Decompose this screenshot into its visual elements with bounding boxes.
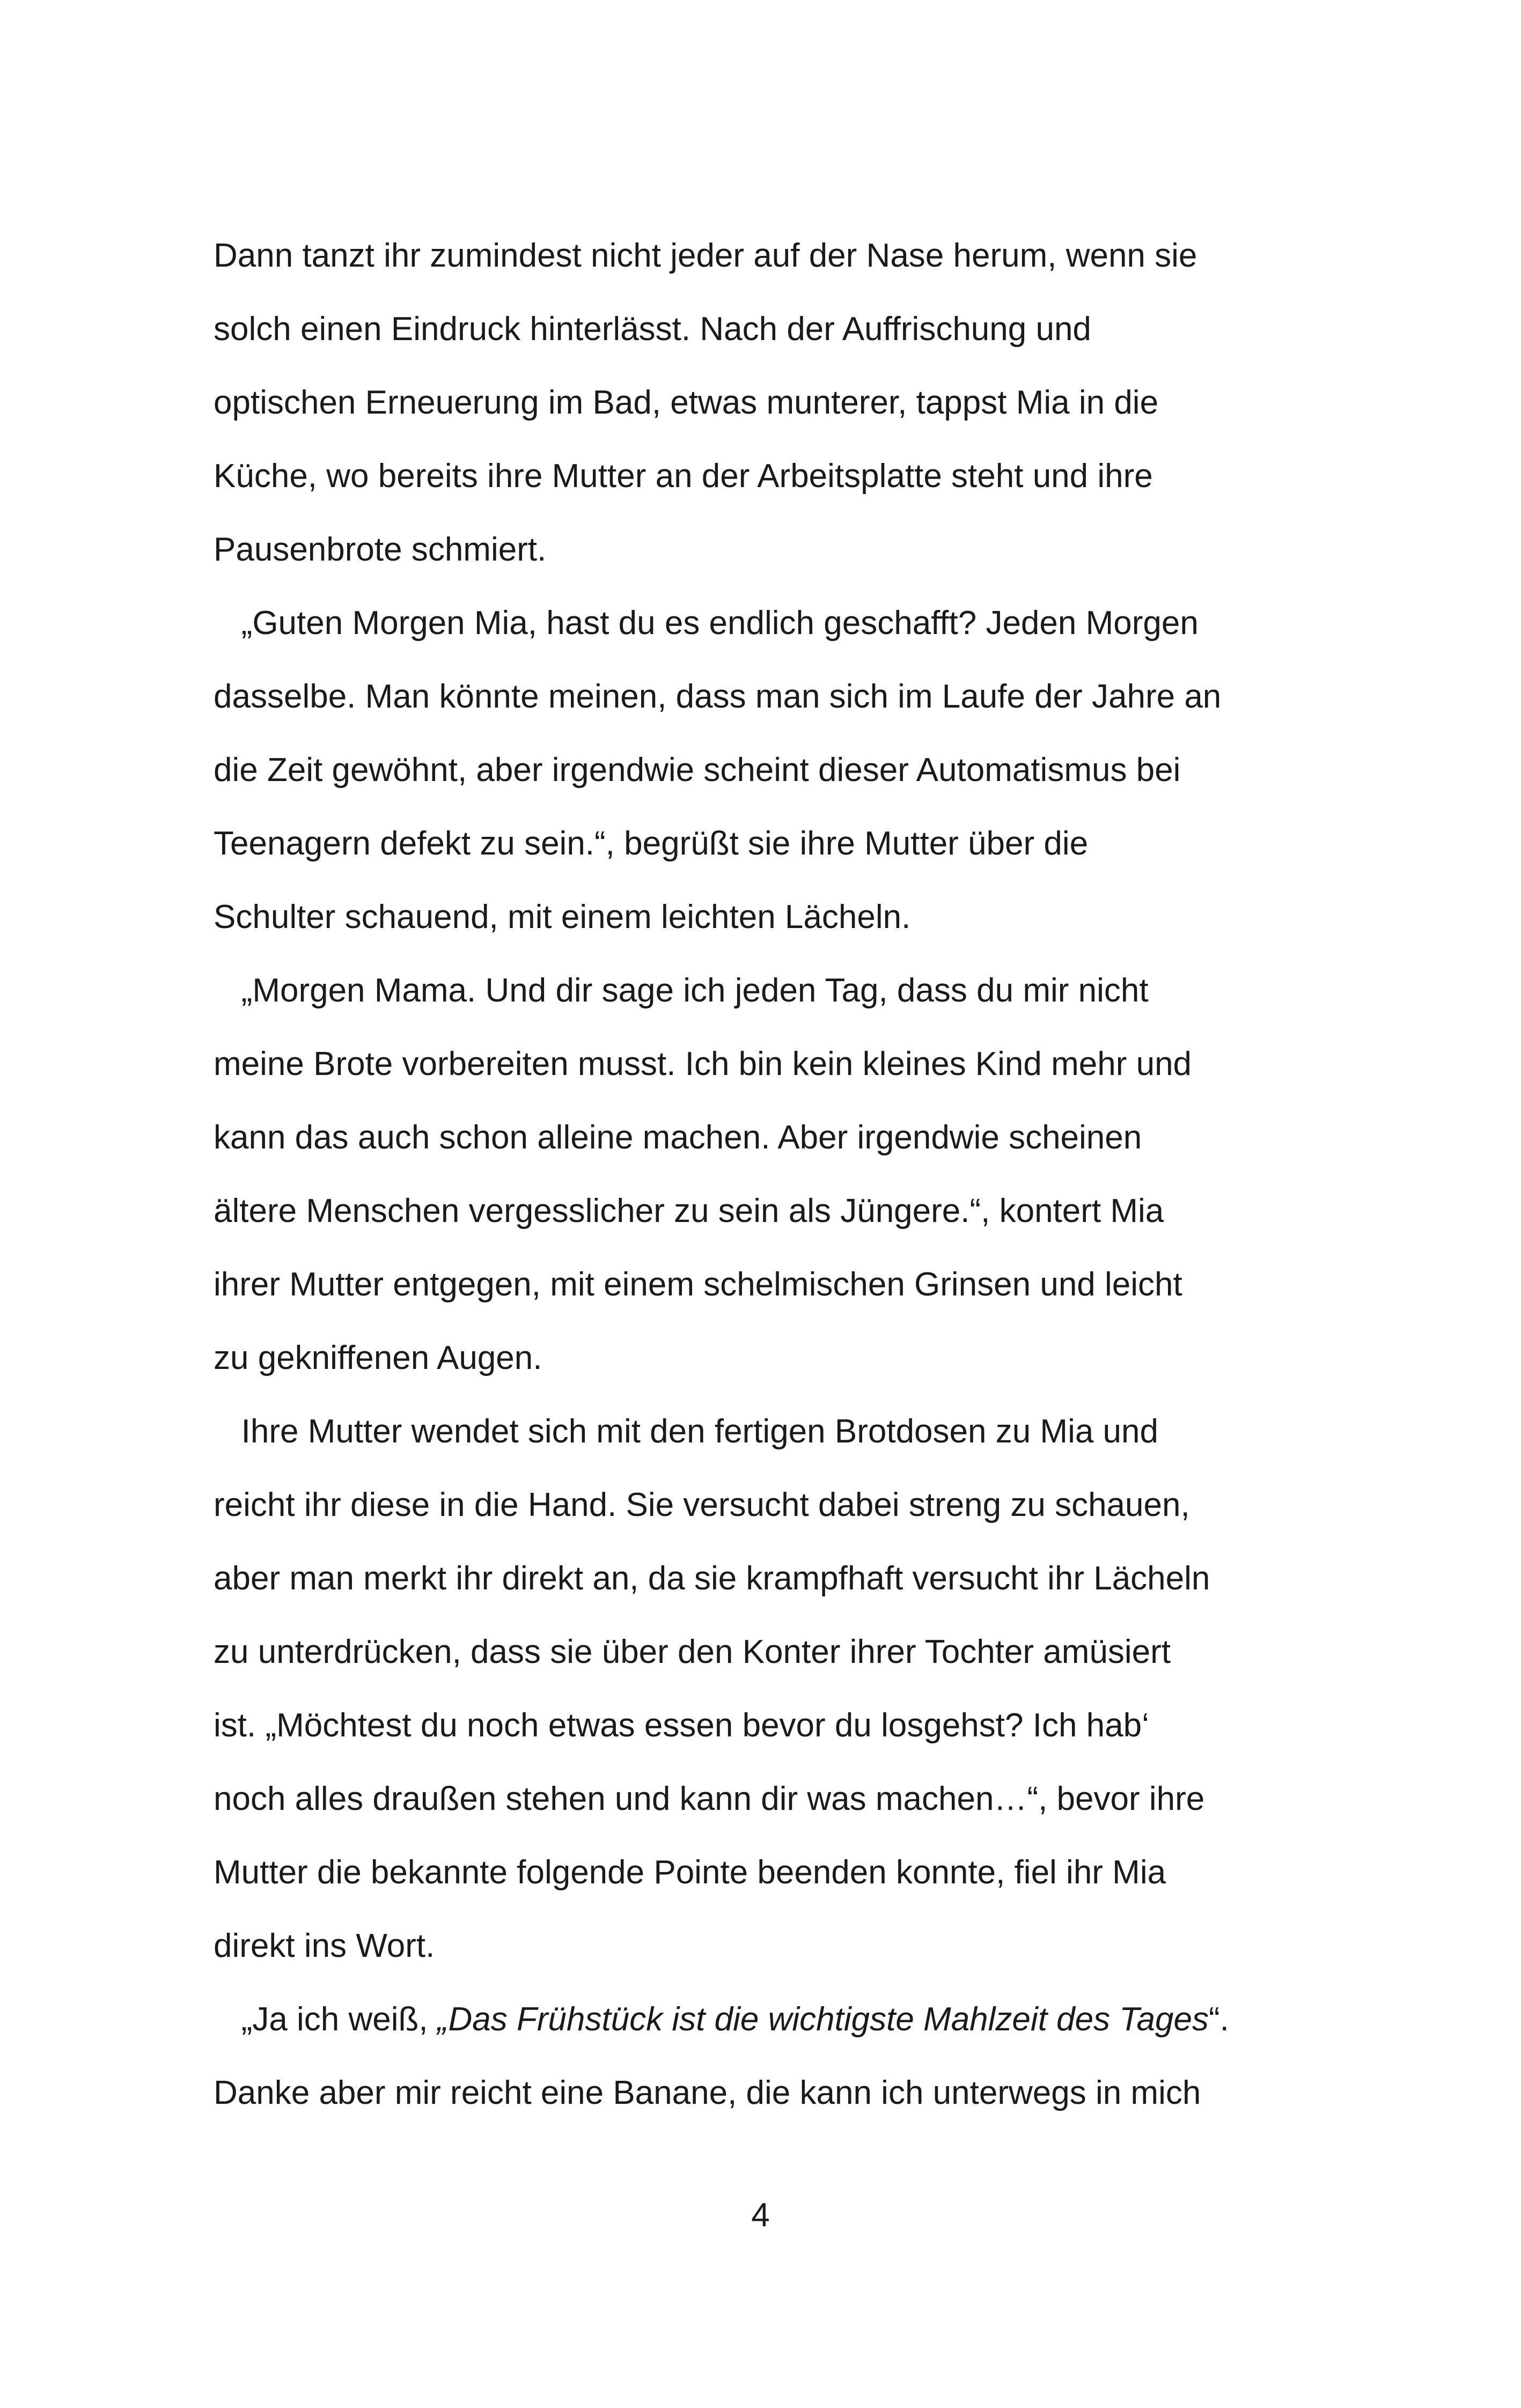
text-line: Dann tanzt ihr zumindest nicht jeder auf der Nase herum, wenn sie <box>214 237 1197 274</box>
text-line: Ihre Mutter wendet sich mit den fertigen Brotdosen zu Mia und <box>214 1413 1159 1450</box>
text-line: kann das auch schon alleine machen. Aber irgendwie scheinen <box>214 1119 1142 1156</box>
text-line: Danke aber mir reicht eine Banane, die kann ich unterwegs in mich <box>214 2074 1201 2111</box>
text-line: „Morgen Mama. Und dir sage ich jeden Tag, dass du mir nicht <box>214 972 1149 1009</box>
text-line: ist. „Möchtest du noch etwas essen bevor du losgehst? Ich hab‘ <box>214 1707 1149 1744</box>
quote-line-end: “. <box>1208 2001 1229 2038</box>
text-line: Küche, wo bereits ihre Mutter an der Arbeitsplatte steht und ihre <box>214 458 1153 495</box>
text-line: optischen Erneuerung im Bad, etwas munterer, tappst Mia in die <box>214 384 1159 421</box>
text-line: noch alles draußen stehen und kann dir was machen…“, bevor ihre <box>214 1780 1205 1817</box>
text-line: dasselbe. Man könnte meinen, dass man sich im Laufe der Jahre an <box>214 678 1222 715</box>
text-line: direkt ins Wort. <box>214 1927 435 1964</box>
text-line: Schulter schauend, mit einem leichten Lächeln. <box>214 899 911 936</box>
text-line: meine Brote vorbereiten musst. Ich bin kein kleines Kind mehr und <box>214 1045 1192 1083</box>
quote-line-start: „Ja ich weiß, <box>214 2001 437 2038</box>
text-line: ihrer Mutter entgegen, mit einem schelmischen Grinsen und leicht <box>214 1266 1182 1303</box>
italic-quote: „Das Frühstück ist die wichtigste Mahlzeit des Tages <box>437 2001 1209 2038</box>
text-line: Teenagern defekt zu sein.“, begrüßt sie ihre Mutter über die <box>214 825 1089 862</box>
text-line: aber man merkt ihr direkt an, da sie krampfhaft versucht ihr Lächeln <box>214 1560 1210 1597</box>
text-line: ältere Menschen vergesslicher zu sein als Jüngere.“, kontert Mia <box>214 1192 1164 1229</box>
text-line: Mutter die bekannte folgende Pointe beenden konnte, fiel ihr Mia <box>214 1854 1166 1891</box>
text-line: reicht ihr diese in die Hand. Sie versucht dabei streng zu schauen, <box>214 1486 1190 1523</box>
body-text <box>214 219 1329 2130</box>
quote-line <box>214 1983 1329 2056</box>
text-line: „Guten Morgen Mia, hast du es endlich geschafft? Jeden Morgen <box>214 605 1199 642</box>
text-line: Pausenbrote schmiert. <box>214 531 547 568</box>
page-number: 4 <box>751 2197 770 2234</box>
text-line: zu gekniffenen Augen. <box>214 1339 542 1376</box>
text-line: solch einen Eindruck hinterlässt. Nach der Auffrischung und <box>214 311 1091 348</box>
text-line: die Zeit gewöhnt, aber irgendwie scheint dieser Automatismus bei <box>214 752 1181 789</box>
text-line: zu unterdrücken, dass sie über den Konter ihrer Tochter amüsiert <box>214 1633 1171 1670</box>
